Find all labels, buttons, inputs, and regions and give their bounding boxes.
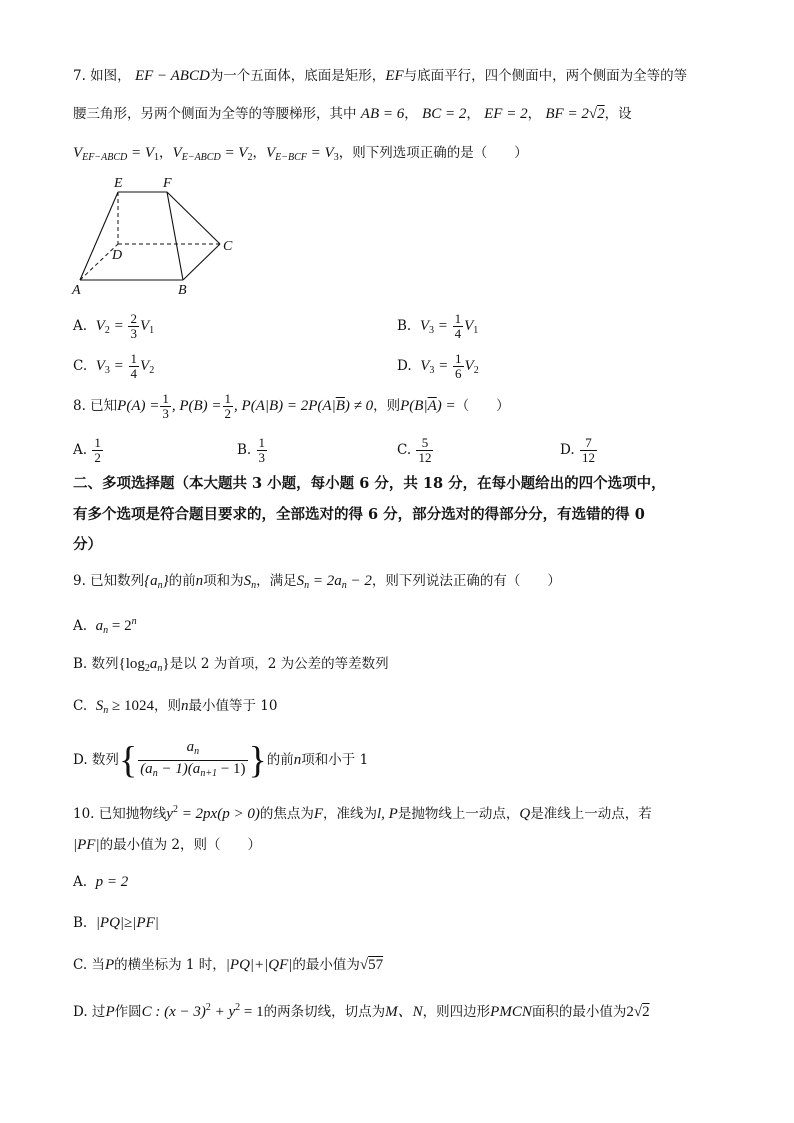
q10-a-expr: p = 2	[95, 874, 129, 890]
q7-solid: EF − ABCD	[134, 68, 210, 84]
option-label: D.	[560, 442, 575, 458]
option-lhs: V	[419, 318, 429, 334]
q8-option-d[interactable]	[560, 436, 598, 465]
option-rhs-idx: 1	[473, 325, 479, 336]
q7-text: 为一个五面体，底面是矩形，	[209, 68, 386, 84]
fraction-den: 3	[162, 406, 169, 421]
option-fraction	[453, 352, 464, 381]
option-label: D. 数列	[73, 752, 119, 768]
q7-cond-bc: BC = 2	[422, 106, 467, 122]
eq-symbol: = V	[306, 145, 334, 161]
fraction-num: 5	[416, 436, 433, 451]
q8-cond: , P(A|B) = 2P(A|	[234, 398, 336, 414]
option-rhs-idx: 1	[149, 325, 155, 336]
option-rhs-idx: 2	[473, 365, 479, 376]
section2-heading-line1: 二、多项选择题（本大题共 3 小题，每小题 6 分，共 18 分，在每小题给出的四个选项中，	[73, 475, 666, 492]
option-fraction	[129, 352, 140, 381]
option-label: A.	[73, 442, 88, 458]
q9-a-sub: n	[103, 625, 109, 636]
label-b: B	[178, 283, 187, 297]
q9-b-a: a	[149, 656, 158, 672]
q7-option-d[interactable]: D. $V_3$ = $\frac{1}{6}$ $V_2$	[397, 351, 479, 381]
q10-stem-line2	[73, 835, 261, 855]
q8-bbar: $\overline{B}$	[335, 398, 345, 414]
fraction-num: 1	[224, 391, 232, 406]
q9-rel-b-sub: n	[341, 580, 347, 591]
q7-stem-line2: 腰三角形，另两个侧面为全等的等腰梯形，其中 AB = 6， BC = 2， EF = 2， BF = 2√2，设	[73, 106, 632, 122]
option-label: A.	[73, 618, 88, 634]
q9-option-a[interactable]	[73, 612, 137, 641]
fraction-num: 1	[454, 311, 462, 326]
q9-b-base: 2	[144, 663, 150, 674]
q9-an-sub: n	[157, 580, 163, 591]
q10-c-root: 57	[368, 957, 384, 973]
q8-pb-fraction	[223, 392, 234, 421]
q9-a-expr: a	[95, 618, 104, 634]
q9-rel-c: − 2	[346, 573, 372, 589]
brace-close: }	[248, 739, 267, 782]
q7-text: 腰三角形，另两个侧面为全等的等腰梯形，其中	[73, 106, 357, 122]
option-label: B.	[237, 442, 252, 458]
q9-c-n: n	[180, 698, 189, 714]
option-lhs: V	[95, 358, 105, 374]
option-lhs-idx: 3	[429, 365, 435, 376]
fraction-num: 1	[94, 435, 101, 450]
option-label: B.	[73, 915, 88, 931]
q9-text: ，满足	[256, 573, 297, 589]
q10-text: 10. 已知抛物线	[73, 806, 167, 822]
q10-d-text2: 的两条切线，切点为	[263, 1004, 386, 1020]
q10-lp: l, P	[377, 806, 398, 822]
q7-number: 7. 如图，	[73, 68, 131, 84]
q10-d-sup: 2	[205, 1002, 211, 1013]
q7-cond-bf: BF = 2	[545, 106, 589, 122]
fraction-num: 2	[130, 311, 137, 326]
fraction-den: 12	[581, 450, 595, 465]
label-a: A	[72, 283, 81, 297]
q10-text: 是准线上一动点，若	[530, 806, 652, 822]
fraction-den: 12	[418, 450, 432, 465]
q8-abar: $\overline{A}$	[427, 398, 437, 414]
q7-v1-idx: 1	[154, 152, 160, 163]
q7-v1-sub: EF−ABCD	[82, 152, 128, 163]
q8-target: P(B|	[400, 398, 428, 414]
q10-d-val: 2	[626, 1004, 634, 1020]
q10-option-a[interactable]	[73, 872, 128, 892]
q9-a-eq: = 2	[108, 618, 132, 634]
label-c: C	[223, 239, 233, 254]
q9-c-text: ，则	[153, 698, 181, 714]
option-label: D. 过	[73, 1004, 106, 1020]
q9-c-text2: 最小值等于 10	[188, 698, 278, 714]
edge-ae	[80, 192, 118, 280]
v-symbol: V	[172, 145, 182, 161]
q9-rel-sub: n	[304, 580, 310, 591]
q7-stem-line3: $V_{EF-ABCD} = V_1$，$V_{E-ABCD} = V_2$，$V_{E-BCF} = V_3$，则下列选项正确的是（ ）	[73, 145, 528, 163]
fraction-num-sub: n	[194, 746, 200, 757]
q7-v1-eq: = V	[127, 145, 155, 161]
q7-option-c[interactable]: C. $V_3$ = $\frac{1}{4}$ $V_2$	[73, 351, 155, 381]
fraction-den-b: − 1)(a	[157, 761, 201, 777]
q8-cond-end: ) ≠ 0	[344, 398, 374, 414]
q9-text: 项和为	[203, 573, 244, 589]
q10-d-text4: 面积的最小值为	[531, 1004, 627, 1020]
option-label: C.	[397, 442, 412, 458]
q8-option-c[interactable]	[397, 436, 434, 465]
q8-pa-fraction	[160, 392, 171, 421]
q7-sqrt-value: 2	[597, 106, 605, 122]
eq-symbol: = V	[220, 145, 248, 161]
fraction-num: 1	[455, 351, 462, 366]
sqrt-sign: √	[359, 957, 369, 973]
fraction-den-sub2: n+1	[200, 768, 218, 779]
q10-curve-b: = 2px(p > 0)	[177, 806, 260, 822]
section2-heading-line2: 有多个选项是符合题目要求的，全部选对的得 6 分，部分选对的得部分分，有选错的得 0	[73, 506, 645, 523]
q8-pa: P(A) =	[117, 398, 160, 414]
fraction-num: 1	[258, 435, 266, 450]
brace-open: {	[118, 739, 138, 782]
q9-b-a-sub: n	[157, 663, 163, 674]
q9-option-d[interactable]	[73, 739, 368, 782]
q10-d-sup2: 2	[235, 1002, 241, 1013]
q10-d-mn: M、N	[385, 1004, 423, 1020]
option-rhs-idx: 2	[149, 365, 155, 376]
q9-option-b[interactable]	[73, 654, 389, 679]
option-label: B.	[397, 318, 412, 334]
option-fraction	[453, 312, 464, 341]
q7-v2-idx: 2	[247, 152, 253, 163]
q7-ef: EF	[385, 68, 404, 84]
fraction-num: a	[186, 739, 195, 755]
q9-text: 9. 已知数列	[73, 573, 145, 589]
fraction-den-sub: n	[152, 768, 158, 779]
q10-text: 的最小值为 2，则（ ）	[99, 837, 261, 853]
option-label: C. 当	[73, 957, 105, 973]
q10-d-quad: PMCN	[490, 1004, 532, 1020]
fraction-den: 2	[224, 406, 232, 421]
option-label: C.	[73, 698, 88, 714]
q7-figure	[70, 172, 240, 297]
option-lhs-idx: 2	[104, 325, 110, 336]
option-fraction	[92, 436, 103, 465]
q10-c-text: 的横坐标为 1 时，	[114, 957, 226, 973]
option-fraction	[257, 436, 268, 465]
q10-q: Q	[519, 806, 531, 822]
option-rhs: V	[464, 358, 474, 374]
fraction-den-a: (a	[140, 761, 153, 777]
q9-stem	[73, 571, 561, 596]
fraction-den: 3	[258, 450, 266, 465]
fraction-den: 6	[455, 366, 462, 381]
option-label: C.	[73, 358, 88, 374]
q8-option-a[interactable]	[73, 436, 104, 465]
option-fraction	[416, 436, 433, 465]
q9-an: {a	[144, 573, 158, 589]
q7-text: ，则下列选项正确的是（ ）	[338, 145, 528, 161]
fraction-den: 4	[454, 326, 462, 341]
q9-c-sub: n	[103, 705, 109, 716]
q10-text: ，准线为	[323, 806, 378, 822]
q7-option-b[interactable]: B. $V_3$ = $\frac{1}{4}$ $V_1$	[397, 311, 479, 341]
v-symbol: V	[265, 145, 276, 161]
option-rhs: V	[464, 318, 474, 334]
q9-text: ，则下列说法正确的有（ ）	[371, 573, 561, 589]
q10-d-circle3: = 1	[240, 1004, 264, 1020]
q10-c-text2: 的最小值为	[292, 957, 360, 973]
q8-text: 8. 已知	[73, 398, 118, 414]
option-lhs-idx: 3	[104, 365, 110, 376]
fraction-den-c: − 1)	[217, 761, 246, 777]
option-lhs: V	[95, 318, 105, 334]
q10-option-d[interactable]	[73, 998, 650, 1022]
q9-an-close: }	[162, 573, 169, 589]
q7-v2-sub: E−ABCD	[181, 152, 221, 163]
option-rhs: V	[139, 318, 150, 334]
q10-option-b[interactable]	[73, 913, 159, 933]
option-label: B. 数列	[73, 656, 119, 672]
option-label: D.	[397, 358, 412, 374]
q9-rel-b: = 2a	[309, 573, 342, 589]
v-symbol: V	[73, 145, 83, 161]
q10-d-p: P	[105, 1004, 115, 1020]
option-label: A.	[73, 318, 88, 334]
option-lhs: V	[420, 358, 430, 374]
q9-b-close: }	[162, 656, 170, 672]
q9-d-fraction	[138, 739, 247, 782]
fraction-den: 2	[94, 450, 101, 465]
q10-c-p: P	[104, 957, 115, 973]
q10-b-expr: |PQ|≥|PF|	[95, 915, 159, 931]
q9-n: n	[195, 573, 204, 589]
q7-cond-ef: EF = 2	[484, 106, 528, 122]
q10-d-circle: C : (x − 3)	[141, 1004, 206, 1020]
q10-d-circle2: + y	[210, 1004, 236, 1020]
option-fraction	[128, 312, 139, 341]
q9-d-text2: 项和小于 1	[301, 752, 369, 768]
q7-stem-line1	[73, 66, 687, 86]
q9-d-n: n	[293, 752, 302, 768]
q7-option-a[interactable]: A. $V_2$ = $\frac{2}{3}$ $V_1$	[73, 311, 155, 341]
q8-target-end: ) =	[436, 398, 456, 414]
q10-c-expr: |PQ|+|QF|	[225, 957, 293, 973]
q8-pb: , P(B) =	[171, 398, 222, 414]
q10-d-text3: ，则四边形	[422, 1004, 491, 1020]
q8-stem	[73, 392, 510, 421]
label-d: D	[112, 248, 123, 263]
q10-stem-line1	[73, 800, 652, 824]
fraction-num: 1	[130, 351, 138, 366]
section2-heading-line3: 分）	[73, 536, 102, 553]
q10-option-c[interactable]	[73, 955, 383, 975]
q9-b-text: 是以 2 为首项，2 为公差的等差数列	[169, 656, 389, 672]
q9-sn-sub: n	[251, 580, 257, 591]
q7-text: ，设	[604, 106, 632, 122]
q10-text: 是抛物线上一动点，	[397, 806, 520, 822]
label-f: F	[163, 176, 172, 191]
q10-curve-sup: 2	[172, 804, 178, 815]
fraction-num: 1	[162, 391, 169, 406]
q9-a-sup: n	[131, 616, 137, 627]
q8-option-b[interactable]	[237, 436, 268, 465]
sqrt-sign: √	[588, 106, 598, 122]
q10-d-root: 2	[642, 1004, 650, 1020]
q9-c-s: S	[95, 698, 104, 714]
fraction-den: 4	[130, 366, 138, 381]
edge-bc	[183, 244, 220, 280]
q7-v3-idx: 3	[333, 152, 339, 163]
q8-text: ，则	[373, 398, 401, 414]
option-rhs: V	[140, 358, 150, 374]
q7-v3-sub: E−BCF	[275, 152, 307, 163]
q9-sn: S	[243, 573, 252, 589]
q9-text: 的前	[168, 573, 196, 589]
q10-pf: |PF|	[73, 837, 100, 853]
q9-option-c[interactable]	[73, 696, 277, 721]
fraction-num: 7	[580, 436, 597, 451]
q10-text: 的焦点为	[259, 806, 314, 822]
q9-b-expr: {log	[118, 656, 145, 672]
option-fraction	[580, 436, 597, 465]
q10-curve: y	[166, 806, 173, 822]
sqrt-sign: √	[633, 1004, 643, 1020]
q9-rel: S	[296, 573, 305, 589]
q8-blank: （ ）	[455, 398, 510, 414]
fraction-den: 3	[130, 326, 137, 341]
option-label: A.	[73, 874, 88, 890]
q10-d-text: 作圆	[114, 1004, 142, 1020]
q9-d-text: 的前	[266, 752, 294, 768]
label-e: E	[114, 176, 123, 191]
q7-text: 与底面平行，四个侧面中，两个侧面为全等的等	[403, 68, 688, 84]
option-lhs-idx: 3	[428, 325, 434, 336]
q9-c-ineq: ≥ 1024	[108, 698, 154, 714]
q10-f: F	[313, 806, 324, 822]
q7-cond-ab: AB = 6	[360, 106, 405, 122]
